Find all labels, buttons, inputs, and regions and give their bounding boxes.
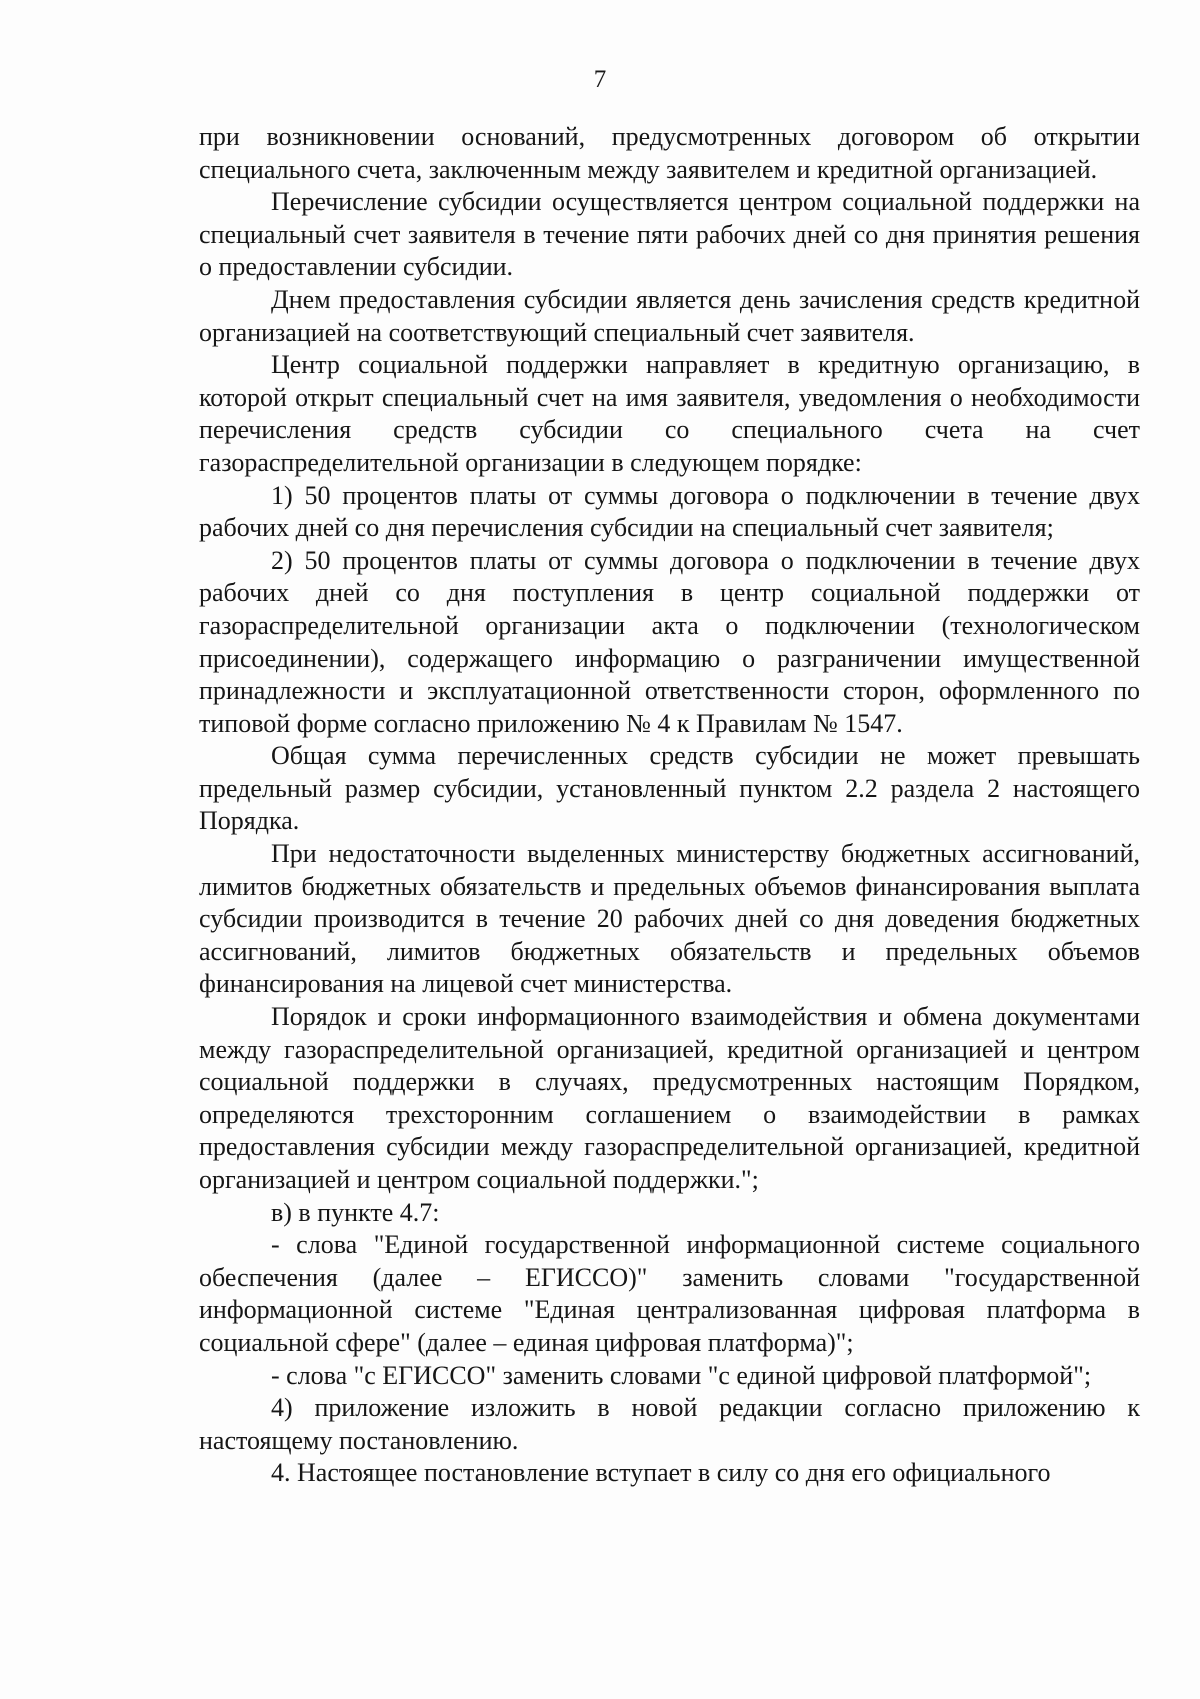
list-item: 4) приложение изложить в новой редакции согласно приложению к настоящему постановлению. xyxy=(199,1393,1140,1455)
paragraph: Днем предоставления субсидии является день зачисления средств кредитной организацией на соответствующий специальный счет заявителя. xyxy=(199,284,1140,347)
document-body xyxy=(199,121,1140,1490)
list-item: 2) 50 процентов платы от суммы договора о подключении в течение двух рабочих дней со дня поступления в центр социальной поддержки от газораспределительной организации акта о подключении (технологическом присоединении), содержащего информацию о разграничении имущественной принадлежности и эксплуатационной ответственности сторон, оформленного по типовой форме согласно приложению № 4 к Правилам № 1547. xyxy=(199,545,1140,738)
paragraph: Центр социальной поддержки направляет в кредитную организацию, в которой открыт специальный счет на имя заявителя, уведомления о необходимости перечисления средств субсидии со специального счета на счет газораспределительной организации в следующем порядке: xyxy=(199,350,1140,477)
paragraph: Общая сумма перечисленных средств субсидии не может превышать предельный размер субсидии, установленный пунктом 2.2 раздела 2 настоящего Порядка. xyxy=(199,741,1140,836)
paragraph: 4. Настоящее постановление вступает в силу со дня его официального xyxy=(271,1458,1051,1488)
paragraph: При недостаточности выделенных министерству бюджетных ассигнований, лимитов бюджетных обязательств и предельных объемов финансирования выплата субсидии производится в течение 20 рабочих дней со дня доведения бюджетных ассигнований, лимитов бюджетных обязательств и предельных объемов финансирования на лицевой счет министерства. xyxy=(199,839,1140,999)
paragraph: при возникновении оснований, предусмотренных договором об открытии специального счета, заключенным между заявителем и кредитной организацией. xyxy=(199,122,1140,184)
list-item: - слова "с ЕГИССО" заменить словами "с единой цифровой платформой"; xyxy=(271,1360,1092,1390)
paragraph: Порядок и сроки информационного взаимодействия и обмена документами между газораспределительной организацией, кредитной организацией и центром социальной поддержки в случаях, предусмотренных настоящим Порядком, определяются трехсторонним соглашением о взаимодействии в рамках предоставления субсидии между газораспределительной организацией, кредитной организацией и центром социальной поддержки."; xyxy=(199,1002,1140,1194)
subsection-heading: в) в пункте 4.7: xyxy=(271,1197,440,1227)
list-item: 1) 50 процентов платы от суммы договора о подключении в течение двух рабочих дней со дня перечисления субсидии на специальный счет заявителя; xyxy=(199,480,1140,543)
list-item: - слова "Единой государственной информационной системе социального обеспечения (далее – ЕГИССО)" заменить словами "государственной информационной системе "Единая централизованная цифровая платформа в социальной сфере" (далее – единая цифровая платформа)"; xyxy=(199,1230,1140,1357)
page-number: 7 xyxy=(593,66,607,93)
paragraph: Перечисление субсидии осуществляется центром социальной поддержки на специальный счет заявителя в течение пяти рабочих дней со дня принятия решения о предоставлении субсидии. xyxy=(199,187,1140,282)
